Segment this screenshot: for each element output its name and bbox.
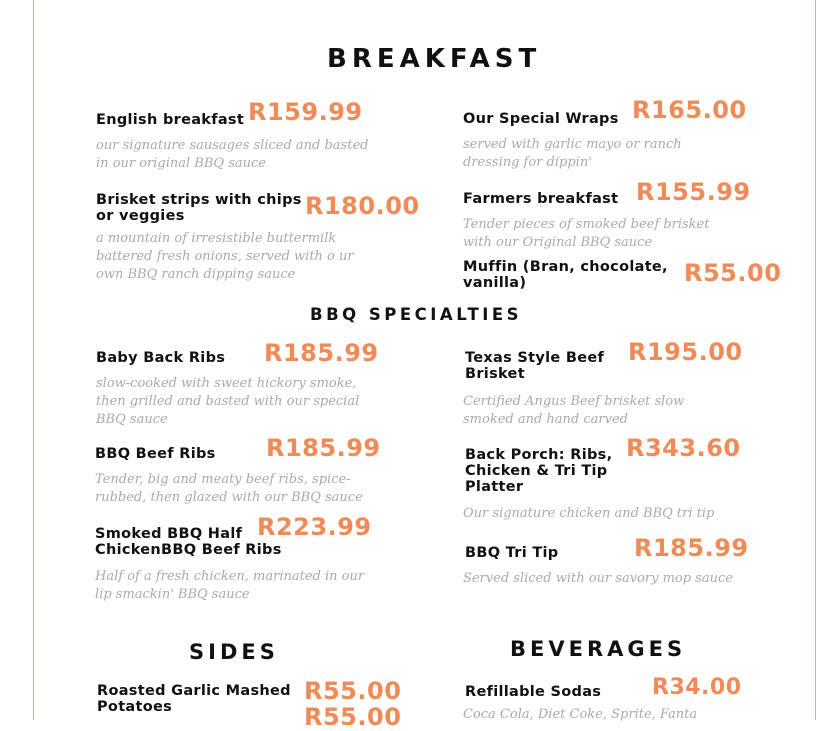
- menu-item-description: Served sliced with our savory mop sauce: [463, 571, 733, 586]
- menu-item-name: Texas Style Beef Brisket: [465, 350, 605, 382]
- menu-item-description: Coca Cola, Diet Coke, Sprite, Fanta: [463, 707, 698, 722]
- menu-item-description: Tender pieces of smoked beef brisket with our Original BBQ sauce: [463, 217, 710, 250]
- menu-item-name: Smoked BBQ Half ChickenBBQ Beef Ribs: [95, 526, 282, 558]
- menu-item-price: R195.00: [628, 338, 743, 366]
- menu-item-description: a mountain of irresistible buttermilk battered fresh onions, served with o ur own BBQ ranch dipping sauce: [96, 231, 354, 282]
- menu-item-name: Back Porch: Ribs, Chicken & Tri Tip Platter: [465, 447, 613, 495]
- right-border-line: [815, 0, 816, 720]
- menu-item-price: R185.99: [634, 534, 749, 562]
- menu-item-description: Certified Angus Beef brisket slow smoked and hand carved: [463, 394, 685, 427]
- sides-title: SIDES: [189, 640, 279, 664]
- menu-item-name: Our Special Wraps: [463, 111, 619, 127]
- menu-item-price: R165.00: [632, 96, 747, 124]
- menu-item-name: Farmers breakfast: [463, 191, 619, 207]
- menu-item-price: R185.99: [266, 434, 381, 462]
- menu-item-name: BBQ Beef Ribs: [95, 446, 216, 462]
- menu-item-price: R223.99: [257, 513, 372, 541]
- menu-item-name: English breakfast: [96, 112, 245, 128]
- menu-item-name: Brisket strips with chips or veggies: [96, 192, 302, 224]
- menu-item-name: Refillable Sodas: [465, 684, 602, 700]
- menu-item-price: R185.99: [264, 339, 379, 367]
- menu-item-description: Half of a fresh chicken, marinated in our lip smackin' BBQ sauce: [95, 569, 365, 602]
- menu-item-price: R343.60: [626, 434, 741, 462]
- menu-item-description: our signature sausages sliced and basted in our original BBQ sauce: [96, 138, 369, 171]
- breakfast-title: BREAKFAST: [327, 44, 542, 74]
- beverages-title: BEVERAGES: [510, 637, 687, 661]
- menu-item-price: R180.00: [305, 192, 420, 220]
- menu-item-name: Roasted Garlic Mashed Potatoes: [97, 683, 291, 715]
- menu-item-description: slow-cooked with sweet hickory smoke, then grilled and basted with our special BBQ sauce: [96, 376, 360, 427]
- menu-item-price: R155.99: [636, 178, 751, 206]
- menu-item-description: served with garlic mayo or ranch dressing for dippin': [463, 137, 682, 170]
- menu-item-price: R159.99: [248, 98, 363, 126]
- menu-item-description: Tender, big and meaty beef ribs, spice- rubbed, then glazed with our BBQ sauce: [95, 472, 363, 505]
- menu-item-price: R55.00: [304, 703, 402, 731]
- menu-item-description: Our signature chicken and BBQ tri tip: [463, 506, 715, 521]
- bbq-specialties-title: BBQ SPECIALTIES: [310, 305, 523, 324]
- menu-item-name: Baby Back Ribs: [96, 350, 226, 366]
- left-border-line: [33, 0, 34, 720]
- menu-item-price: R34.00: [652, 675, 742, 700]
- menu-item-price: R55.00: [304, 677, 402, 705]
- menu-item-price: R55.00: [684, 259, 782, 287]
- menu-item-name: BBQ Tri Tip: [465, 545, 559, 561]
- menu-item-name: Muffin (Bran, chocolate, vanilla): [463, 259, 668, 291]
